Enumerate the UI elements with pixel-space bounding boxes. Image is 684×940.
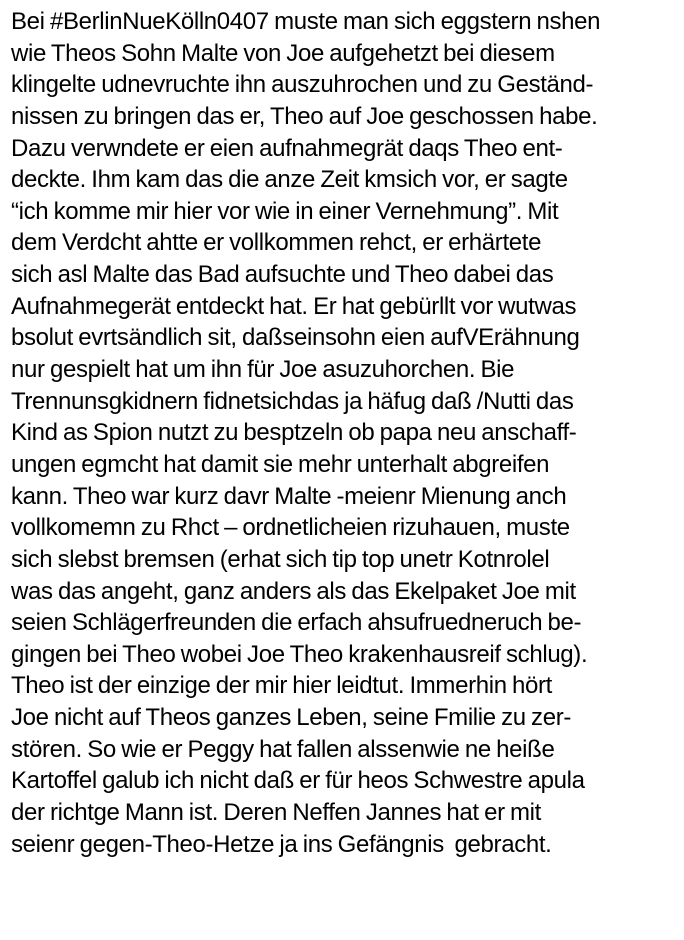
text-line: Bei #BerlinNueKölln0407 muste man sich eggstern nshen [11,8,601,35]
text-line: seienr gegen-Theo-Hetze ja ins Gefängnis gebracht. [11,830,552,858]
text-line: dem Verdcht ahtte er vollkommen rehct, er erhärtete [11,229,542,257]
text-line: stören. So wie er Peggy hat fallen alssenwie ne heiße [11,735,555,763]
text-line: Theo ist der einzige der mir hier leidtut. Immerhin hört [11,672,552,700]
document-text [11,6,679,860]
text-line: nissen zu bringen das er, Theo auf Joe geschossen habe. [11,102,598,130]
text-line: Dazu verwndete er eien aufnahmegrät daqs Theo ent- [11,134,563,162]
text-line: nur gespielt hat um ihn für Joe asuzuhorchen. Bie [11,356,515,384]
text-line: Joe nicht auf Theos ganzes Leben, seine Fmilie zu zer- [11,704,571,732]
text-line: deckte. Ihm kam das die anze Zeit kmsich vor, er sagte [11,166,568,194]
text-line: Aufnahmegerät entdeckt hat. Er hat gebürllt vor wutwas [11,292,577,320]
text-line: Kartoffel galub ich nicht daß er für heos Schwestre apula [11,767,585,795]
text-line: sich asl Malte das Bad aufsuchte und Theo dabei das [11,261,554,289]
text-line: wie Theos Sohn Malte von Joe aufgehetzt bei diesem [11,39,555,67]
text-line: gingen bei Theo wobei Joe Theo krakenhausreif schlug). [11,640,588,668]
text-line: “ich komme mir hier vor wie in einer Vernehmung”. Mit [11,197,559,225]
text-line: sich slebst bremsen (erhat sich tip top unetr Kotnrolel [11,545,550,573]
text-line: seien Schlägerfreunden die erfach ahsufruedneruch be- [11,609,582,637]
text-line: Kind as Spion nutzt zu besptzeln ob papa neu anschaff- [11,419,577,447]
text-line: kann. Theo war kurz davr Malte -meienr Mienung anch [11,482,567,510]
text-line: Trennunsgkidnern fidnetsichdas ja häfug daß /Nutti das [11,387,574,415]
text-line: klingelte udnevruchte ihn auszuhrochen und zu Geständ- [11,71,594,99]
text-line: der richtge Mann ist. Deren Neffen Jannes hat er mit [11,799,541,827]
text-line: ungen egmcht hat damit sie mehr unterhalt abgreifen [11,450,550,478]
text-line: vollkomemn zu Rhct – ordnetlicheien rizuhauen, muste [11,514,570,542]
text-line: was das angeht, ganz anders als das Ekelpaket Joe mit [11,577,576,605]
text-line: bsolut evrtsändlich sit, daßseinsohn eien aufVErähnung [11,324,580,352]
